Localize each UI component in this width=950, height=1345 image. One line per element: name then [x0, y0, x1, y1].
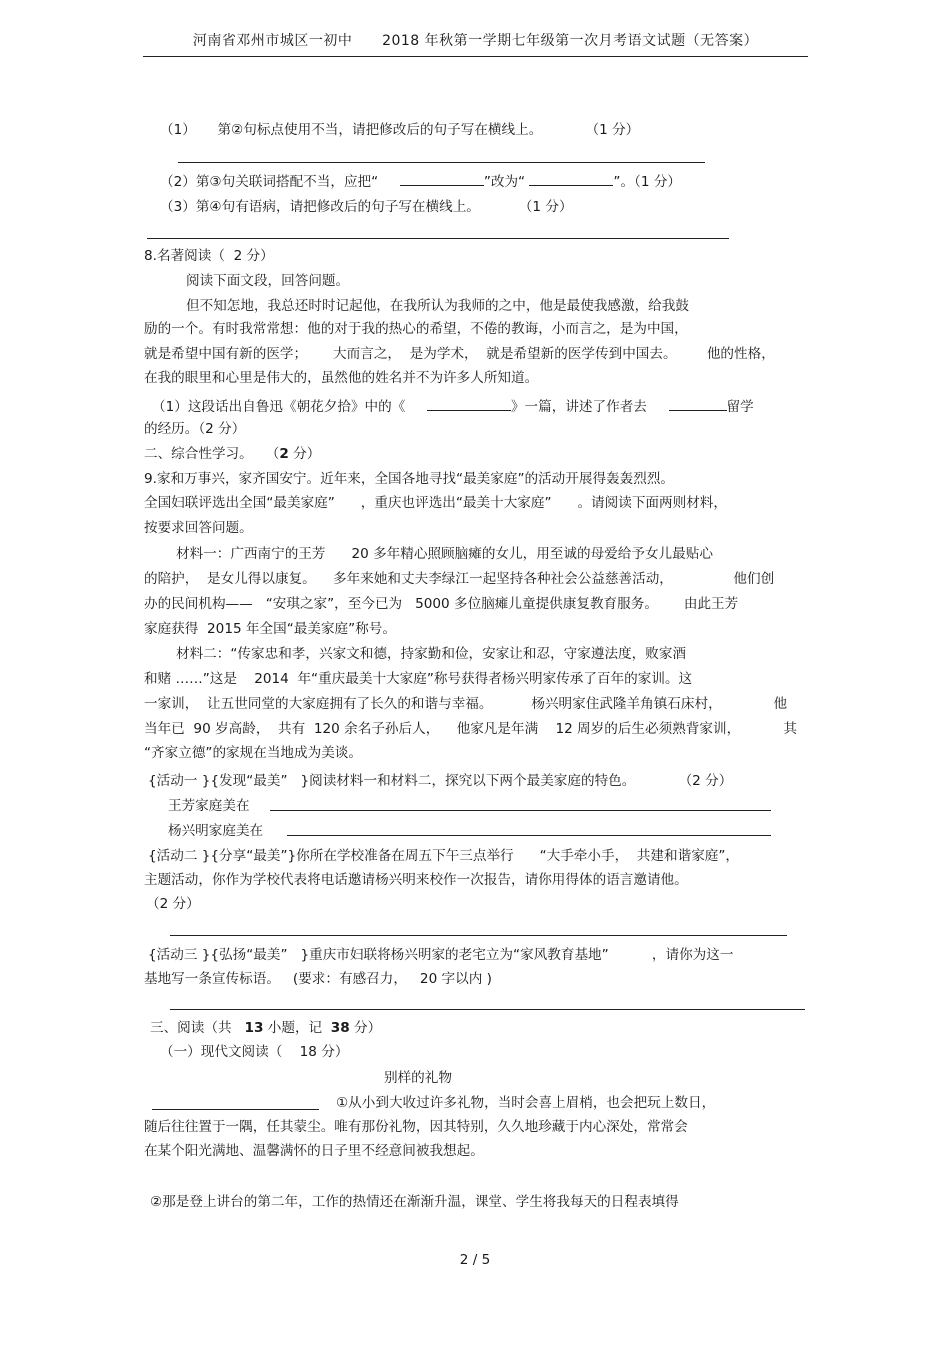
activity-3-line: 基地写一条宣传标语。 (要求：有感召力， 20 字以内 ): [144, 971, 492, 987]
q7-sub1-text: 第②句标点使用不当，请把修改后的句子写在横线上。: [217, 122, 543, 138]
material-1-line: 的陪护， 是女儿得以康复。 多年来她和丈夫李绿江一起坚持各种社会公益慈善活动， 他们创: [144, 571, 775, 587]
q8-sub1-text-b: 》一篇，讲述了作者去: [510, 399, 647, 415]
section-3-title: [150, 1019, 381, 1037]
q8-passage-line: 就是希望中国有新的医学； 大而言之， 是为学术， 就是希望新的医学传到中国去。 他的性格，: [144, 346, 775, 362]
answer-blank-q7-2a[interactable]: [400, 172, 484, 186]
section-2-score: 2: [279, 446, 289, 462]
activity-1-score: （2 分）: [678, 773, 733, 789]
q8-passage-line: 励的一个。有时我常常想：他的对于我的热心的希望，不倦的教诲，小而言之，是为中国，: [144, 321, 688, 337]
activity-1: [148, 772, 732, 790]
answer-line-wang[interactable]: [270, 810, 771, 811]
q8-title: 8.名著阅读（ 2 分）: [144, 248, 274, 264]
q7-sub2: [160, 172, 681, 191]
activity-2-line: 主题活动，你作为学校代表将电话邀请杨兴明来校作一次报告，请你用得体的语言邀请他。: [144, 872, 688, 888]
q9-line: 按要求回答问题。: [144, 520, 253, 536]
material-1-line: 材料一：广西南宁的王芳 20 多年精心照顾脑瘫的女儿，用至诚的母爱给予女儿最贴心: [176, 546, 713, 562]
page-header: [143, 30, 808, 57]
answer-line-article-blank[interactable]: [152, 1109, 319, 1110]
answer-line-q7-3[interactable]: [147, 238, 729, 239]
wang-family-label: 王芳家庭美在: [168, 798, 250, 814]
q7-sub3-score: （1 分）: [518, 199, 573, 215]
q8-passage-line: 在我的眼里和心里是伟大的，虽然他的姓名并不为许多人所知道。: [144, 370, 539, 386]
section-3-text-c: 分）: [349, 1020, 382, 1036]
activity-1-text: {活动一 }{发现“最美” }阅读材料一和材料二，探究以下两个最美家庭的特色。: [148, 773, 636, 789]
q7-sub1-score: （1 分）: [585, 122, 640, 138]
answer-line-yang[interactable]: [287, 835, 771, 836]
answer-line-activity-2[interactable]: [170, 935, 787, 936]
q7-sub1: [160, 121, 639, 139]
section-3-text-b: 小题，记: [263, 1020, 331, 1036]
section-3-score: 38: [330, 1020, 350, 1036]
q8-sub1: [152, 397, 754, 416]
activity-2-score: （2 分）: [146, 896, 200, 912]
activity-3-line: {活动三 }{弘扬“最美” }重庆市妇联将杨兴明家的老宅立为“家风教育基地” ，请你为这一: [148, 947, 734, 963]
material-1-line: 办的民间机构—— “安琪之家”，至今已为 5000 多位脑瘫儿童提供康复教育服务。 由此王芳: [144, 596, 739, 612]
section-2-title-end: 分）: [288, 446, 321, 462]
material-2-line: 材料二：“传家忠和孝，兴家文和德，持家勤和俭，安家让和忍，守家遵法度，败家酒: [176, 646, 687, 662]
q7-sub3: [160, 198, 573, 216]
section-3-count: 13: [244, 1020, 264, 1036]
material-2-line: “齐家立德”的家规在当地成为美谈。: [144, 745, 362, 761]
q9-line: 全国妇联评选出全国“最美家庭” ，重庆也评选出“最美十大家庭” 。请阅读下面两则材料，: [144, 495, 727, 511]
q8-intro: 阅读下面文段，回答问题。: [186, 273, 350, 289]
activity-2-line: {活动二 }{分享“最美”}你所在学校准备在周五下午三点举行 “大手牵小手， 共建和谐家庭”，: [148, 848, 740, 864]
article-paragraph-line: 在某个阳光满地、温馨满怀的日子里不经意间被我想起。: [144, 1143, 484, 1159]
q7-sub1-number: （1）: [160, 122, 196, 138]
header-school: 河南省邓州市城区一初中: [192, 33, 353, 49]
q7-sub2-text-c: ”。（1 分）: [613, 174, 682, 190]
article-paragraph-2: ②那是登上讲台的第二年，工作的热情还在渐渐升温，课堂、学生将我每天的日程表填得: [150, 1194, 679, 1210]
section-3-text-a: 三、阅读（共: [150, 1020, 245, 1036]
article-paragraph-line: 随后往往置于一隅，任其蒙尘。唯有那份礼物，因其特别，久久地珍藏于内心深处，常常会: [144, 1119, 688, 1135]
answer-blank-q7-2b[interactable]: [529, 172, 613, 186]
section-2-title-text: 二、综合性学习。 （: [144, 446, 280, 462]
article-paragraph-line: ①从小到大收过许多礼物，当时会喜上眉梢，也会把玩上数日，: [336, 1095, 716, 1111]
answer-blank-q8-place[interactable]: [669, 397, 727, 411]
material-2-line: 和赌 ……”这是 2014 年“重庆最美十大家庭”称号获得者杨兴明家传承了百年的家训。这: [144, 671, 693, 687]
answer-line-q7-1[interactable]: [178, 162, 705, 163]
q8-sub1-text-a: （1）这段话出自鲁迅《朝花夕拾》中的《: [152, 399, 406, 415]
q7-sub2-text-b: ”改为“: [483, 174, 526, 190]
modern-reading-title: （一）现代文阅读（ 18 分）: [160, 1044, 349, 1060]
material-1-line: 家庭获得 2015 年全国“最美家庭”称号。: [144, 621, 396, 637]
q8-sub1-text-c: 留学: [726, 399, 754, 415]
q8-passage-line: 但不知怎地，我总还时时记起他，在我所认为我师的之中，他是最使我感激，给我鼓: [186, 298, 689, 314]
answer-blank-q8-title[interactable]: [427, 397, 511, 411]
article-title: 别样的礼物: [384, 1070, 452, 1086]
material-2-line: 当年已 90 岁高龄， 共有 120 余名子孙后人， 他家凡是年满 12 周岁的后生必须熟背家训， 其: [144, 721, 797, 737]
page-number: 2 / 5: [459, 1252, 491, 1268]
header-exam-title: 2018 年秋第一学期七年级第一次月考语文试题（无答案）: [382, 33, 759, 49]
material-2-line: 一家训， 让五世同堂的大家庭拥有了长久的和谐与幸福。 杨兴明家住武隆羊角镇石床村， 他: [144, 696, 788, 712]
answer-line-activity-3[interactable]: [170, 1009, 805, 1010]
q7-sub3-text: （3）第④句有语病，请把修改后的句子写在横线上。: [160, 199, 480, 215]
section-2-title: [144, 445, 320, 463]
q8-sub1-cont: 的经历。（2 分）: [144, 421, 246, 437]
q7-sub2-text-a: （2）第③句关联词搭配不当，应把“: [160, 174, 379, 190]
yang-family-label: 杨兴明家庭美在: [168, 823, 264, 839]
q9-line: 9.家和万事兴，家齐国安宁。近年来，全国各地寻找“最美家庭”的活动开展得轰轰烈烈。: [144, 471, 675, 487]
